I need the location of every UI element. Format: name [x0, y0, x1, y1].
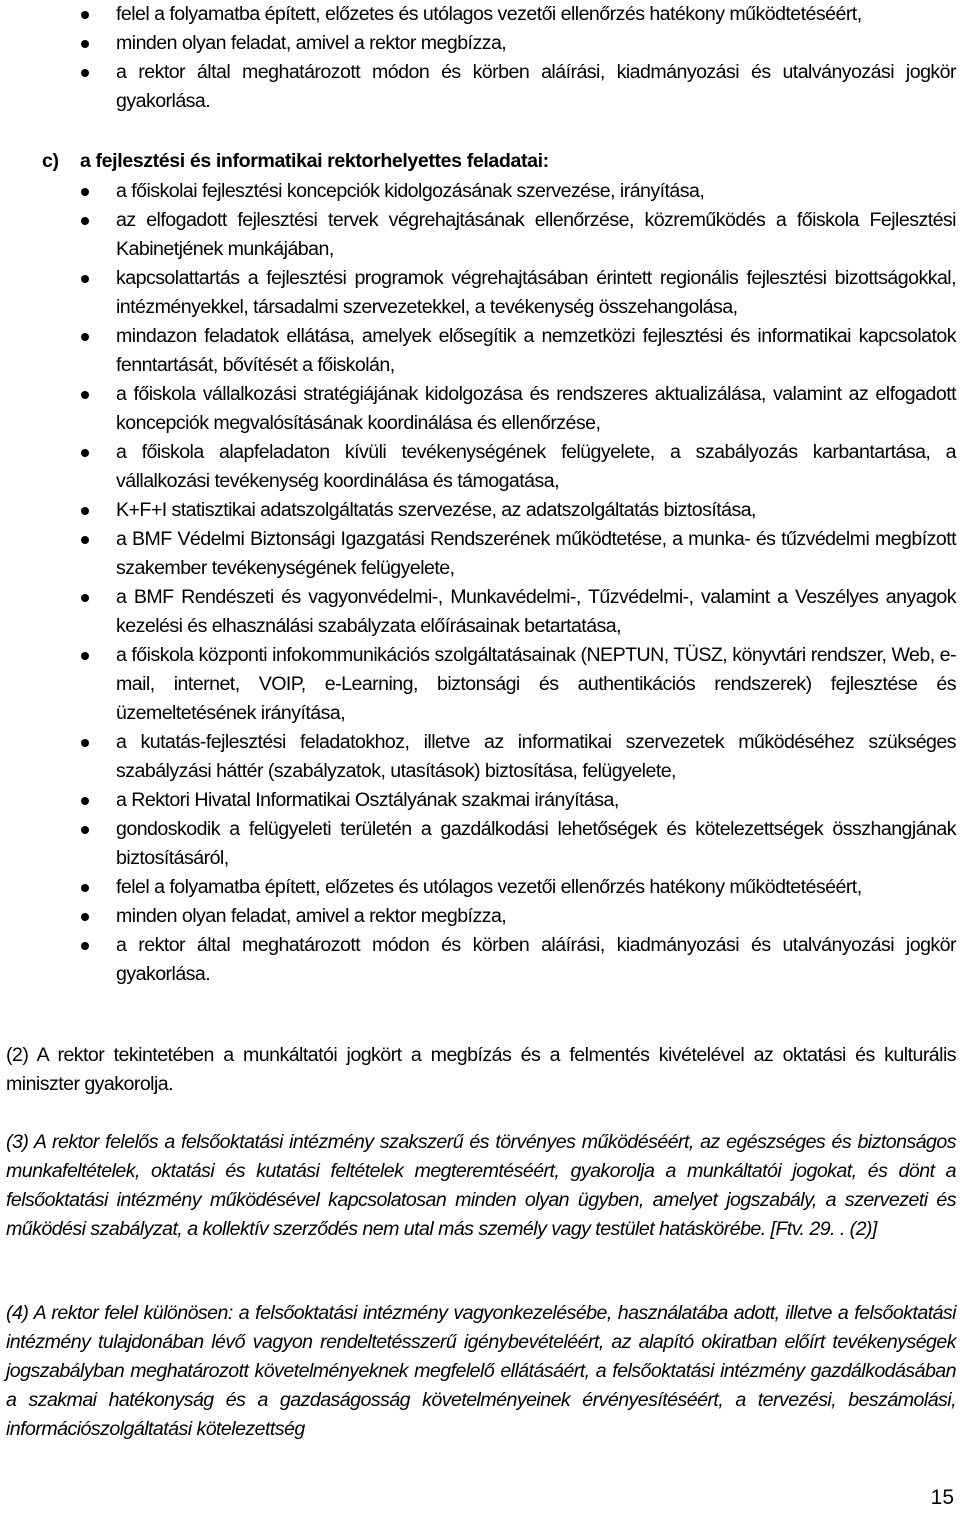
bullet-icon	[81, 40, 89, 48]
bullet-icon	[81, 449, 89, 457]
list-item	[0, 264, 960, 322]
list-item-text: a kutatás-fejlesztési feladatokhoz, illetve az informatikai szervezetek működéséhez szükséges szabályzási háttér (szabályzatok, utasítások) biztosítása, felügyelete,	[116, 731, 956, 782]
list-item	[0, 525, 960, 583]
bullet-icon	[81, 69, 89, 77]
list-item	[0, 931, 960, 989]
list-item	[0, 873, 960, 902]
bullet-icon	[81, 652, 89, 660]
list-item-text: a BMF Védelmi Biztonsági Igazgatási Rendszerének működtetése, a munka- és tűzvédelmi megbízott szakember tevékenységének felügyelete,	[116, 528, 956, 579]
section-marker: c)	[42, 150, 59, 172]
list-item	[0, 583, 960, 641]
bullet-icon	[81, 594, 89, 602]
bullet-icon	[81, 507, 89, 515]
section-heading	[0, 147, 960, 176]
list-item	[0, 177, 960, 206]
bullet-icon	[81, 217, 89, 225]
bullet-icon	[81, 536, 89, 544]
list-item-text: minden olyan feladat, amivel a rektor megbízza,	[116, 32, 507, 54]
list-item	[0, 380, 960, 438]
list-item-text: K+F+I statisztikai adatszolgáltatás szervezése, az adatszolgáltatás biztosítása,	[116, 499, 756, 521]
list-item	[0, 641, 960, 728]
bullet-icon	[81, 391, 89, 399]
list-item-text: felel a folyamatba épített, előzetes és utólagos vezetői ellenőrzés hatékony működtetéséért,	[116, 3, 862, 25]
bullet-icon	[81, 884, 89, 892]
bullet-icon	[81, 333, 89, 341]
list-item	[0, 438, 960, 496]
list-item	[0, 728, 960, 786]
top-bullet-list	[0, 0, 960, 116]
paragraph-3: (3) A rektor felelős a felsőoktatási intézmény szakszerű és törvényes működéséért, az egészséges és biztonságos munkafeltételek, oktatási és kutatási feltételek megteremtéséért, gyakorolja a munkáltatói jogokat, és dönt a felsőoktatási intézmény működésével kapcsolatosan minden olyan ügyben, amelyet jogszabály, a szervezeti és működési szabályzat, a kollektív szerződés nem utal más személy vagy testület hatáskörébe. [Ftv. 29. . (2)]	[6, 1131, 956, 1240]
list-item-text: az elfogadott fejlesztési tervek végrehajtásának ellenőrzése, közreműködés a főiskola Fejlesztési Kabinetjének munkájában,	[116, 209, 956, 260]
list-item	[0, 29, 960, 58]
list-item-text: kapcsolattartás a fejlesztési programok végrehajtásában érintett regionális fejlesztési bizottságokkal, intézményekkel, társadalmi szervezetekkel, a tevékenység összehangolása,	[116, 267, 956, 318]
list-item-text: a főiskola központi infokommunikációs szolgáltatásainak (NEPTUN, TÜSZ, könyvtári rendszer, Web, e-mail, internet, VOIP, e-Learning, biztonsági és authentikációs rendszerek) fejlesztése és üzemeltetésének irányítása,	[116, 644, 956, 724]
list-item-text: a rektor által meghatározott módon és körben aláírási, kiadmányozási és utalványozási jogkör gyakorlása.	[116, 61, 956, 112]
section-c	[0, 147, 960, 989]
bullet-icon	[81, 275, 89, 283]
list-item	[0, 496, 960, 525]
list-item-text: a főiskola vállalkozási stratégiájának kidolgozása és rendszeres aktualizálása, valamint az elfogadott koncepciók megvalósításának koordinálása és ellenőrzése,	[116, 383, 956, 434]
list-item-text: a rektor által meghatározott módon és körben aláírási, kiadmányozási és utalványozási jogkör gyakorlása.	[116, 934, 956, 985]
bullet-icon	[81, 826, 89, 834]
list-item-text: gondoskodik a felügyeleti területén a gazdálkodási lehetőségek és kötelezettségek összhangjának biztosításáról,	[116, 818, 956, 869]
list-item	[0, 322, 960, 380]
paragraph-2: (2) A rektor tekintetében a munkáltatói jogkört a megbízás és a felmentés kivételével az oktatási és kulturális miniszter gyakorolja.	[6, 1044, 956, 1095]
section-title: a fejlesztési és informatikai rektorhelyettes feladatai:	[80, 150, 549, 172]
bullet-icon	[81, 797, 89, 805]
page-number: 15	[930, 1486, 954, 1509]
bullet-icon	[81, 11, 89, 19]
list-item	[0, 902, 960, 931]
list-item-text: a főiskolai fejlesztési koncepciók kidolgozásának szervezése, irányítása,	[116, 180, 705, 202]
list-item-text: mindazon feladatok ellátása, amelyek elősegítik a nemzetközi fejlesztési és informatikai kapcsolatok fenntartását, bővítését a főiskolán,	[116, 325, 956, 376]
bullet-icon	[81, 739, 89, 747]
bullet-icon	[81, 913, 89, 921]
list-item	[0, 206, 960, 264]
list-item	[0, 786, 960, 815]
list-item	[0, 815, 960, 873]
list-item-text: felel a folyamatba épített, előzetes és utólagos vezetői ellenőrzés hatékony működtetéséért,	[116, 876, 862, 898]
list-item	[0, 58, 960, 116]
section-c-bullet-list	[0, 177, 960, 989]
list-item	[0, 0, 960, 29]
bullet-icon	[81, 188, 89, 196]
bullet-icon	[81, 942, 89, 950]
list-item-text: minden olyan feladat, amivel a rektor megbízza,	[116, 905, 507, 927]
list-item-text: a főiskola alapfeladaton kívüli tevékenységének felügyelete, a szabályozás karbantartása, a vállalkozási tevékenység koordinálása és támogatása,	[116, 441, 956, 492]
paragraph-4: (4) A rektor felel különösen: a felsőoktatási intézmény vagyonkezelésébe, használatába adott, illetve a felsőoktatási intézmény tulajdonában lévő vagyon rendeltetésszerű igénybevételéért, az alapító okiratban előírt tevékenységek jogszabályban meghatározott követelményeknek megfelelő ellátásáért, a felsőoktatási intézmény gazdálkodásában a szakmai hatékonyság és a gazdaságosság követelményeinek érvényesítéséért, a tervezési, beszámolási, információszolgáltatási kötelezettség	[6, 1302, 956, 1440]
list-item-text: a Rektori Hivatal Informatikai Osztályának szakmai irányítása,	[116, 789, 619, 811]
list-item-text: a BMF Rendészeti és vagyonvédelmi-, Munkavédelmi-, Tűzvédelmi-, valamint a Veszélyes anyagok kezelési és elhasználási szabályzata előírásainak betartatása,	[116, 586, 956, 637]
